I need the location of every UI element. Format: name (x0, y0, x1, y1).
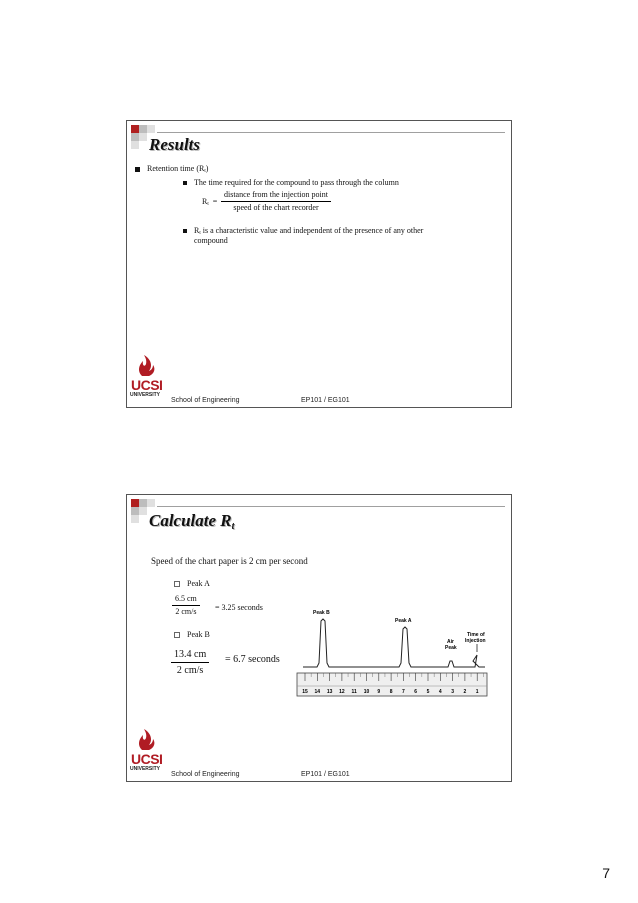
label-air-peak: Peak (445, 645, 457, 651)
title-rule (157, 506, 505, 507)
peak-a-fraction: $\frac{6.5 cm}{2 cm/s}$ (172, 594, 200, 617)
ruler-label: 1 (475, 689, 479, 695)
logo-wordmark: UCSI (131, 377, 163, 393)
bullet-characteristic: $R_t$ is a characteristic value and independent of the presence of any other (183, 226, 423, 239)
peak-a-item: Peak A (174, 579, 210, 589)
ruler-label: 6 (414, 689, 418, 695)
chart-speed-text: Speed of the chart paper is 2 cm per second (151, 556, 308, 566)
ruler-label: 14 (314, 689, 321, 695)
label-injection: Injection (465, 638, 486, 644)
peak-b-fraction: $\frac{13.4 cm}{2 cm/s}$ (171, 648, 209, 677)
ucsi-logo (129, 729, 169, 779)
slide-results (126, 120, 512, 408)
bullet-characteristic-cont: compound (194, 236, 228, 245)
slide-title: Results (149, 135, 201, 154)
square-bullet-icon (183, 229, 187, 233)
formula-lhs: $R_t$ = (202, 197, 218, 207)
ruler-label: 11 (351, 689, 357, 695)
ruler-label: 9 (377, 689, 381, 695)
square-bullet-icon (183, 181, 187, 185)
bullet-retention-time: Retention time $(R_t)$ (135, 164, 208, 177)
ruler-label: 3 (451, 689, 454, 695)
footer-course: EP101 / EG101 (301, 771, 350, 778)
chromatogram-diagram (293, 603, 493, 707)
ruler-label: 15 (302, 689, 308, 695)
hollow-square-bullet-icon (174, 632, 180, 638)
ruler-label: 4 (438, 689, 442, 695)
ruler-label: 5 (426, 689, 430, 695)
flame-icon (129, 355, 169, 377)
logo-wordmark: UCSI (131, 751, 163, 767)
title-rule (157, 132, 505, 133)
label-air: Air (447, 639, 454, 645)
flame-icon (129, 729, 169, 751)
page-number: 7 (602, 865, 610, 881)
footer-school: School of Engineering (171, 397, 240, 404)
hollow-square-bullet-icon (174, 581, 180, 587)
peak-b-item: Peak B (174, 630, 210, 640)
ruler-label: 13 (326, 689, 333, 695)
chromatogram-trace (303, 619, 485, 667)
label-peak-b: Peak B (313, 610, 330, 616)
logo-subtitle: UNIVERSITY (130, 766, 161, 772)
ucsi-logo (129, 355, 169, 405)
label-time-of: Time of (467, 632, 485, 638)
footer-school: School of Engineering (171, 771, 240, 778)
ruler-label: 2 (463, 689, 467, 695)
peak-b-result: = 6.7 seconds (225, 654, 280, 665)
retention-time-formula: distance from the injection point speed of the chart recorder (221, 190, 331, 213)
square-bullet-icon (135, 167, 140, 172)
ruler-label: 8 (389, 689, 393, 695)
footer-course: EP101 / EG101 (301, 397, 350, 404)
peak-a-result: = 3.25 seconds (215, 603, 263, 612)
ruler-label: 12 (339, 689, 345, 695)
bullet-definition: The time required for the compound to pass through the column (183, 178, 399, 188)
ruler-label: 7 (402, 689, 405, 695)
slide-title: Calculate Rt (149, 511, 235, 532)
label-peak-a: Peak A (395, 618, 412, 624)
slide-calculate-rt (126, 494, 512, 782)
ruler-label: 10 (363, 689, 370, 695)
logo-subtitle: UNIVERSITY (130, 392, 161, 398)
